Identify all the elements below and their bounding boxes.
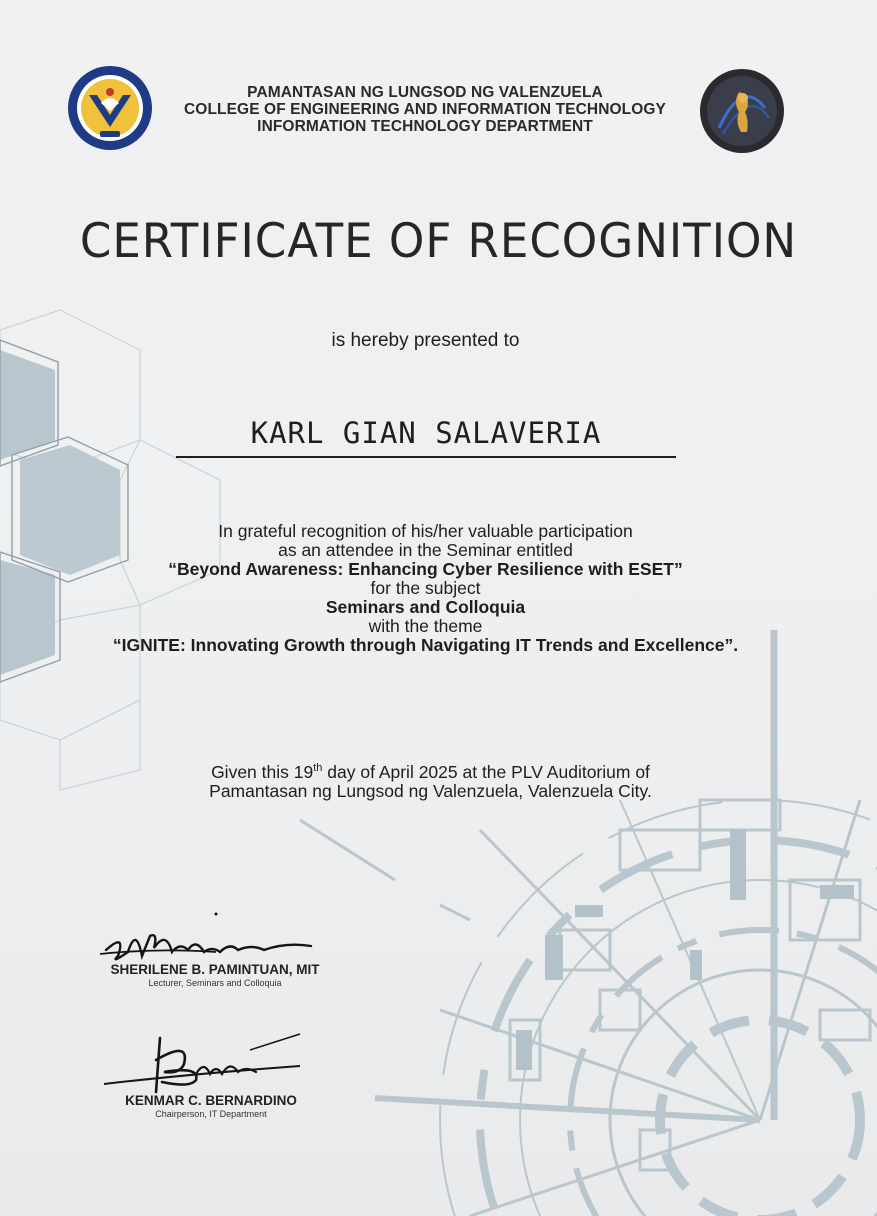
given-rest: day of April 2025 at the PLV Auditorium of xyxy=(322,762,650,782)
university-name: PAMANTASAN NG LUNGSOD NG VALENZUELA xyxy=(247,84,603,101)
institution-header xyxy=(150,84,700,135)
body-line-6: with the theme xyxy=(368,616,483,636)
signatory-1-name: SHERILENE B. PAMINTUAN, MIT xyxy=(110,962,320,977)
signatory-2-role: Chairperson, IT Department xyxy=(155,1109,267,1119)
body-line-4: for the subject xyxy=(370,578,481,598)
circuit-pattern xyxy=(300,630,877,1216)
body-line-1: In grateful recognition of his/her valuable participation xyxy=(218,521,633,541)
college-name: COLLEGE OF ENGINEERING AND INFORMATION TECHNOLOGY xyxy=(184,101,666,118)
signatory-2 xyxy=(96,1093,326,1119)
given-ordinal-suffix: th xyxy=(313,762,323,774)
presented-to-line: is hereby presented to xyxy=(331,330,520,351)
given-prefix: Given this 19 xyxy=(211,762,314,782)
certificate-title: CERTIFICATE OF RECOGNITION xyxy=(79,214,798,269)
given-line-1 xyxy=(60,759,801,782)
theme-title: “IGNITE: Innovating Growth through Navigating IT Trends and Excellence”. xyxy=(112,635,739,655)
given-date-place xyxy=(60,759,801,801)
subject-name: Seminars and Colloquia xyxy=(325,597,526,617)
signatory-1 xyxy=(90,962,340,988)
signatory-1-role: Lecturer, Seminars and Colloquia xyxy=(148,978,282,988)
signature-2-image xyxy=(100,1030,310,1100)
recipient-name: KARL GIAN SALAVERIA xyxy=(176,416,676,458)
seminar-title: “Beyond Awareness: Enhancing Cyber Resilience with ESET” xyxy=(168,559,683,579)
recognition-text xyxy=(60,522,791,655)
it-department-seal-icon xyxy=(699,68,785,154)
body-line-2: as an attendee in the Seminar entitled xyxy=(278,540,573,560)
signatory-2-name: KENMAR C. BERNARDINO xyxy=(125,1093,297,1108)
given-line-2: Pamantasan ng Lungsod ng Valenzuela, Valenzuela City. xyxy=(209,781,652,801)
department-name: INFORMATION TECHNOLOGY DEPARTMENT xyxy=(257,118,593,135)
plv-seal-icon xyxy=(67,65,153,151)
